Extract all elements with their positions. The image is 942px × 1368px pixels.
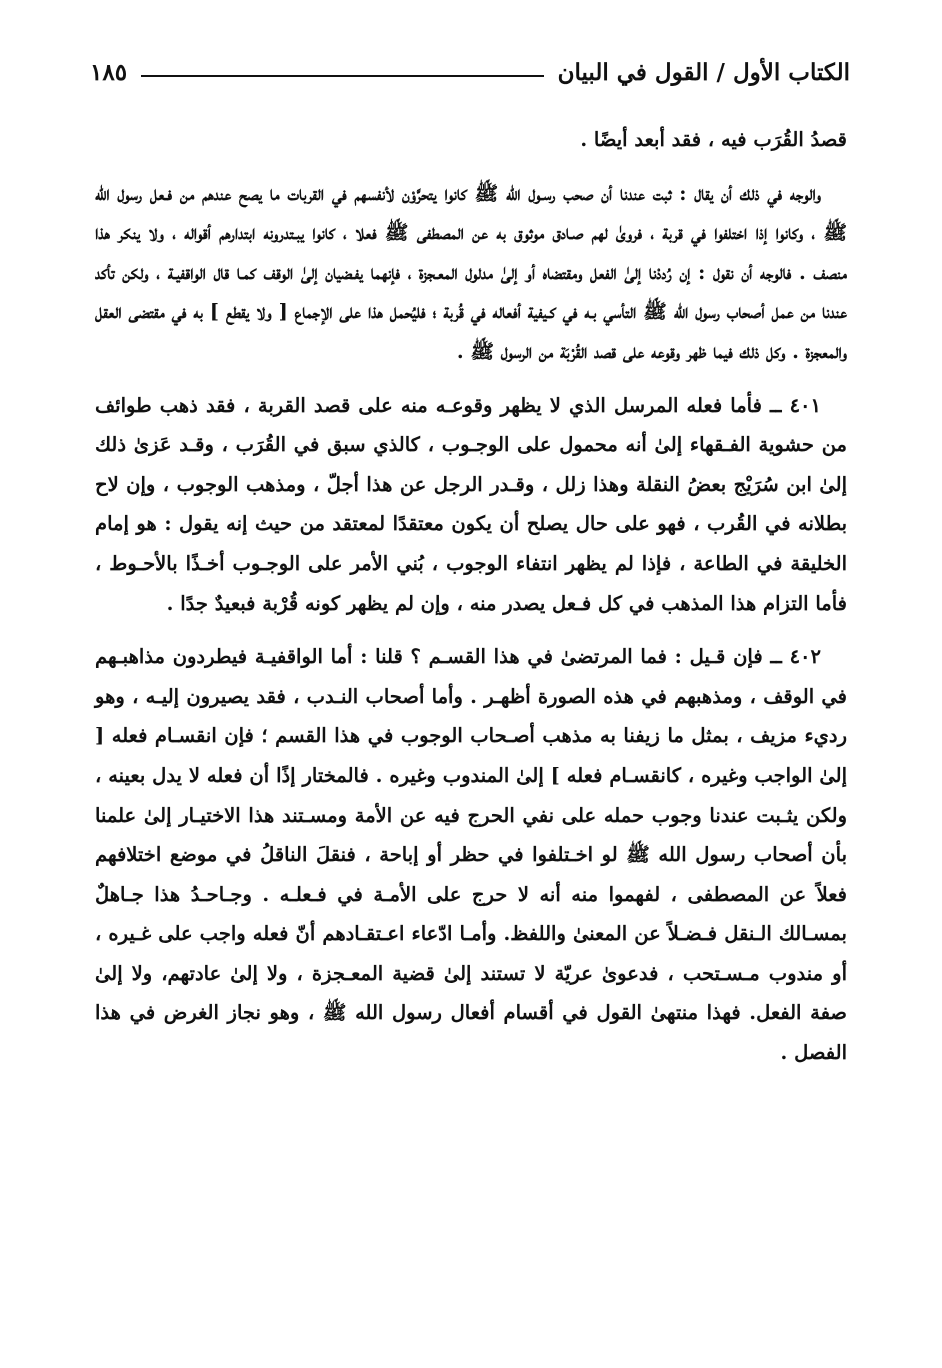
page-number: ١٨٥ bbox=[90, 58, 128, 86]
paragraph-401: ٤٠١ ــ فأما فعله المرسل الذي لا يظهر وقوعـه منه على قصد القربة ، فقد ذهب طوائف من حشوية الفـقهاء إلىٰ أنه محمول على الوجـوب ، كالذي سبق في القُرَب ، وقـد عَزىٰ ذلك إلىٰ ابن سُرَيْج بعضُ النقلة وهذا زلل ، وقـدر الرجل عن هذا أجلّ ، ومذهب الوجوب ، وإن لاح بطلانه في القُرب ، فهو على حال يصلح أن يكون معتقدًا لمعتقد من حيث إنه يقول : هو إمام الخليقة في الطاعة ، فإذا لم يظهر انتفاء الوجوب ، بُني الأمر على الوجـوب أخـذًا بالأحـوط ، فأما التزام هذا المذهب في كل فـعل يصدر منه ، وإن لم يظهر كونه قُرْبة فبعيدٌ جدًا . bbox=[95, 393, 847, 615]
paragraph: والوجه في ذلك أن يقال : ثبت عندنا أن صحب رسـول الله ﷺ كانوا يتحرَّوْن لأنفسهم في القربات ما يصح عندهم من فـعل رسول الله ﷺ ، وكانوا إذا اختلفوا في قربة ، فروىٰ لهم صـادق موثوق به عن المصطفى ﷺ فعلا ، كانوا يبـتدرونه ابتدارهم أقواله ، ولا ينكر هذا منصف . فالوجه أن نقول : إن رُددْنا إلىٰ الفعل ومقتضاه أو إلىٰ مدلول المعـجزة ، فإنهما يفـضيان إلىٰ الوقف كمـا قال الواقفيـة ، ولكن تأكد عندنا من عمل أصحاب رسول الله ﷺ التأسي بـه في كـيفية أفعاله في قُربة ؛ فليُحمل هذا على الإجماع [ ولا يقطع ] به في مقتضى العقل والمعجزة . وكل ذلك فيما ظهر وقوعه على قصد القُرْبَة من الرسول ﷺ . bbox=[95, 181, 847, 363]
body-text bbox=[95, 120, 847, 1073]
paragraph-402: ٤٠٢ ــ فإن قـيل : فما المرتضىٰ في هذا القسـم ؟ قلنا : أما الواقفيـة فيطردون مذاهبـهم في الوقف ، ومذهبهم في هذه الصورة أظهـر . وأما أصحاب النـدب ، فقد يصيرون إليـه ، وهو رديء مزيف ، بمثل ما زيفنا به مذهب أصـحاب الوجوب في هذا القسم ؛ فإن انقسـام فعله [ إلىٰ الواجب وغيره ، كانقسـام فعله ] إلىٰ المندوب وغيره . فالمختار إذًا أن فعله لا يدل بعينه ، ولكن يثـبت عندنا وجوب حمله على نفي الحرج فيه عن الأمة ومسـتند هذا الاختيـار إلىٰ علمنا بأن أصحاب رسول الله ﷺ لو اخـتلفوا في حظر أو إباحة ، فنقلَ الناقلُ في موضع اختلافهم فعلاً عن المصطفى ، لفهموا منه أنه لا حرج على الأمـة في فـعلـه . وجـاحـدُ هذا جـاهلٌ بمسـالك الـنقل فـضـلاً عن المعنىٰ واللفظ. وأمـا ادّعاء اعـتقـادهم أنّ فعله واجب على غـيره ، أو مندوب مـسـتحب ، فدعوىٰ عريّة لا تستند إلىٰ قضية المعـجزة ، ولا إلىٰ عادتهم، ولا إلىٰ صفة الفعل. فهذا منتهىٰ القول في أقسام أفعال رسول الله ﷺ ، وهو نجاز الغرض في هذا الفصل . bbox=[95, 645, 847, 1065]
page-header bbox=[90, 52, 850, 92]
running-title: الكتاب الأول / القول في البيان bbox=[557, 58, 850, 86]
paragraph-continuation: قصدُ القُرَب فيه ، فقد أبعد أيضًا . bbox=[580, 128, 847, 151]
header-rule bbox=[141, 75, 544, 77]
